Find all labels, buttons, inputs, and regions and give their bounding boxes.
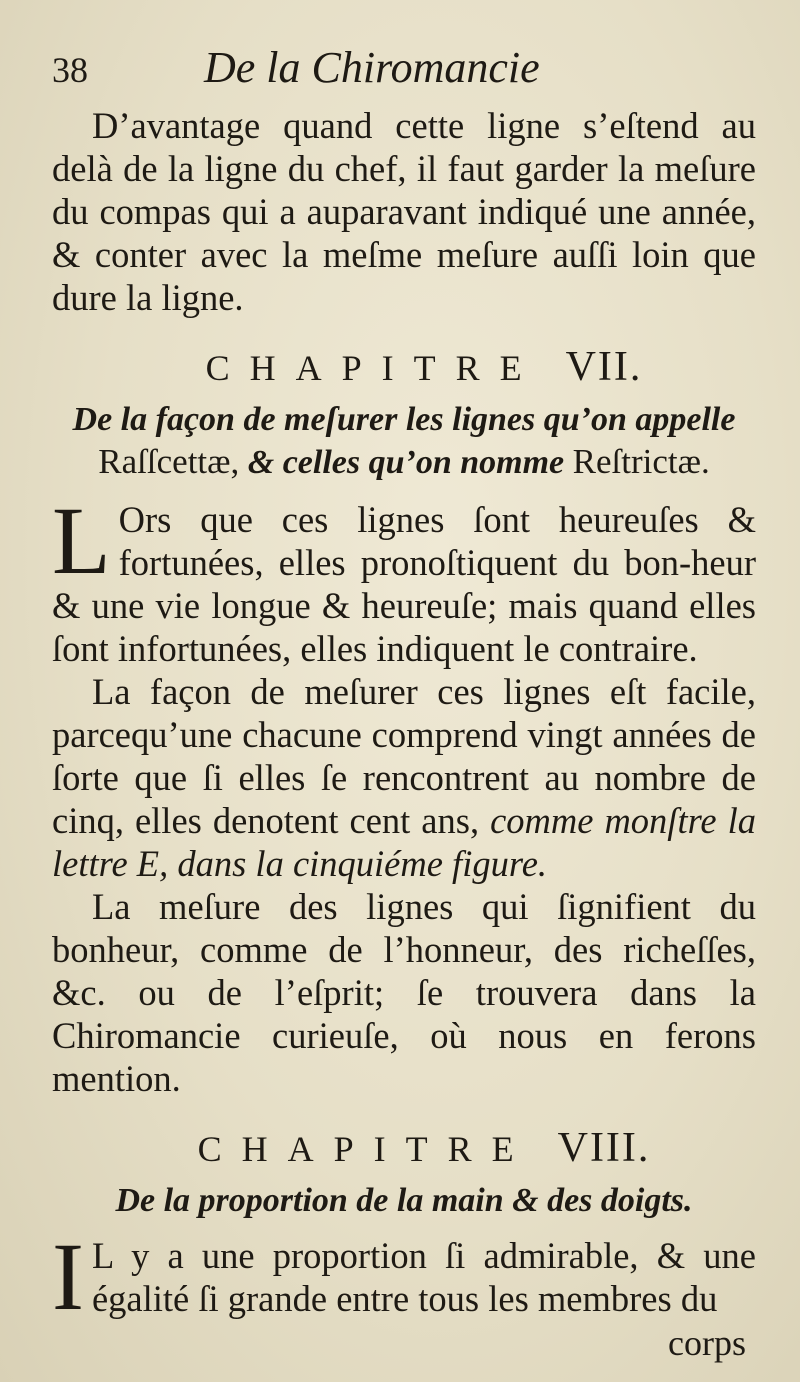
catchword: corps — [668, 1323, 746, 1363]
chapter-7-title-a: De la façon de meſurer les lignes qu’on appelle — [72, 401, 736, 438]
drop-cap: L — [52, 487, 111, 594]
chapter-number: VIII. — [557, 1125, 651, 1171]
paragraph-4: La meſure des lignes qui ſignifient du bonheur, comme de l’honneur, des richeſſes, &c. ou de l’eſprit; ſe trouvera dans la Chiromancie curieuſe, où nous en ferons mention. — [52, 886, 756, 1099]
chapter-7-title-b: & celles qu’on nomme — [247, 444, 565, 481]
chapter-8-heading — [52, 1124, 756, 1172]
paragraph-1: D’avantage quand cette ligne s’eſtend au delà de la ligne du chef, il faut garder la meſure du compas qui a auparavant indiqué une année, & conter avec la meſme meſure auſſi loin que dure la ligne. — [52, 105, 756, 318]
term-rasscettae: Raſſcettæ, — [98, 442, 240, 481]
paragraph-2 — [52, 487, 756, 670]
chapter-8-title: De la proportion de la main & des doigts. — [115, 1182, 693, 1219]
chapter-7-heading — [52, 343, 756, 391]
chapter-7-title — [52, 399, 756, 484]
paragraph-3 — [52, 670, 756, 885]
paragraph-5 — [52, 1223, 756, 1330]
chapter-word: CHAPITRE — [205, 348, 542, 388]
term-restrictae: Reſtrictæ. — [572, 442, 710, 481]
chapter-word: CHAPITRE — [197, 1129, 534, 1169]
paragraph-3-italic: comme monſtre la lettre E, dans la cinquiéme figure. — [52, 800, 757, 884]
paragraph-2-text: Ors que ces lignes ſont heureuſes & fortunées, elles pronoſtiquent du bon-heur & une vie longue & heureuſe; mais quand elles ſont infortunées, elles indiquent le contraire. — [52, 499, 756, 669]
paragraph-5-text: L y a une proportion ſi admirable, & une égalité ſi grande entre tous les membres du — [91, 1235, 756, 1319]
paragraph-3-text: La façon de meſurer ces lignes eſt facile, parcequ’une chacune comprend vingt années de ſorte que ſi elles ſe rencontrent au nombre de cinq, elles denotent cent ans, — [52, 671, 756, 841]
drop-cap: I — [52, 1223, 84, 1330]
page-header — [52, 42, 756, 104]
page-number: 38 — [52, 50, 88, 90]
running-title: De la Chiromancie — [204, 43, 540, 92]
chapter-number: VII. — [565, 344, 643, 390]
